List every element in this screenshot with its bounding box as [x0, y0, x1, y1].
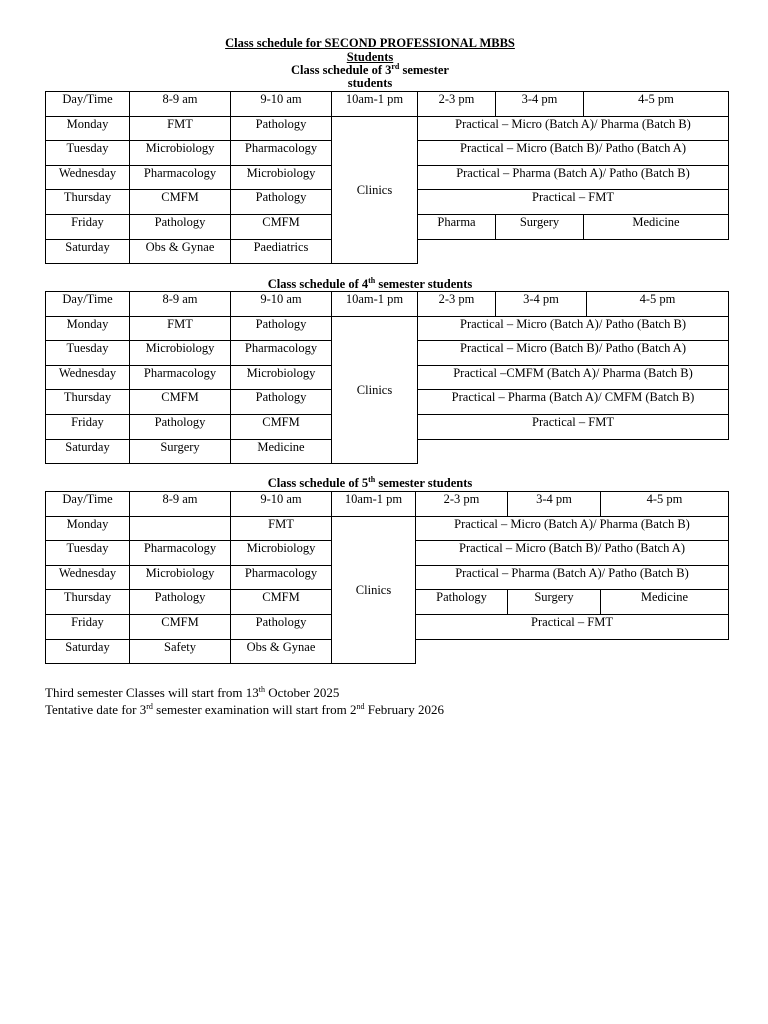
- day-cell: Wednesday: [46, 365, 130, 390]
- day-cell: Friday: [46, 614, 130, 639]
- header-cell: Day/Time: [46, 92, 130, 117]
- header-cell: 8-9 am: [130, 92, 231, 117]
- practical-cell: Practical – FMT: [416, 614, 729, 639]
- slot-cell: Pathology: [130, 590, 231, 615]
- day-cell: Tuesday: [46, 541, 130, 566]
- slot-cell: Pathology: [231, 116, 332, 141]
- sem4-title: Class schedule of 4th semester students: [267, 276, 473, 291]
- slot-cell: Paediatrics: [231, 239, 332, 264]
- table-row: [46, 516, 729, 541]
- table-row: [46, 116, 729, 141]
- slot-cell: CMFM: [231, 590, 332, 615]
- start-date-note: Third semester Classes will start from 13th October 2025: [45, 685, 340, 700]
- slot-cell: Surgery: [496, 214, 584, 239]
- header-cell: 9-10 am: [231, 492, 332, 517]
- slot-cell: Obs & Gynae: [130, 239, 231, 264]
- slot-cell: [130, 516, 231, 541]
- sem3-title: Class schedule of 3rd semester: [291, 62, 449, 77]
- slot-cell: Pathology: [231, 390, 332, 415]
- day-cell: Thursday: [46, 190, 130, 215]
- day-cell: Thursday: [46, 390, 130, 415]
- slot-cell: Pathology: [231, 190, 332, 215]
- slot-cell: Pathology: [130, 214, 231, 239]
- exam-date-note: Tentative date for 3rd semester examination will start from 2nd February 2026: [45, 702, 444, 717]
- slot-cell: Pathology: [130, 414, 231, 439]
- day-cell: Saturday: [46, 639, 130, 664]
- slot-cell: Pharmacology: [130, 365, 231, 390]
- day-cell: Thursday: [46, 590, 130, 615]
- practical-cell: Practical – FMT: [418, 414, 729, 439]
- slot-cell: Medicine: [601, 590, 729, 615]
- header-cell: 4-5 pm: [601, 492, 729, 517]
- table-header-row: [46, 92, 729, 117]
- day-cell: Tuesday: [46, 341, 130, 366]
- header-cell: 2-3 pm: [418, 292, 496, 317]
- header-cell: 4-5 pm: [584, 92, 729, 117]
- practical-cell: Practical – Pharma (Batch A)/ Patho (Batch B): [416, 565, 729, 590]
- slot-cell: Obs & Gynae: [231, 639, 332, 664]
- slot-cell: Pharmacology: [231, 565, 332, 590]
- header-cell: 9-10 am: [231, 292, 332, 317]
- header-cell: Day/Time: [46, 492, 130, 517]
- practical-cell: Practical – Micro (Batch B)/ Patho (Batch A): [418, 341, 729, 366]
- day-cell: Saturday: [46, 239, 130, 264]
- sem4-schedule-table: [45, 291, 729, 464]
- clinics-cell: Clinics: [332, 116, 418, 264]
- sem3-title-line2: students: [347, 76, 393, 90]
- sem5-schedule-table: [45, 491, 729, 664]
- header-cell: 10am-1 pm: [332, 292, 418, 317]
- day-cell: Wednesday: [46, 165, 130, 190]
- slot-cell: Microbiology: [130, 565, 231, 590]
- header-cell: 8-9 am: [130, 292, 231, 317]
- practical-cell: Practical – Micro (Batch B)/ Patho (Batch A): [418, 141, 729, 166]
- day-cell: Friday: [46, 214, 130, 239]
- practical-cell: Practical – Micro (Batch A)/ Patho (Batch B): [418, 316, 729, 341]
- slot-cell: Microbiology: [130, 341, 231, 366]
- practical-cell: Practical – Micro (Batch A)/ Pharma (Batch B): [418, 116, 729, 141]
- slot-cell: FMT: [231, 516, 332, 541]
- slot-cell: Pathology: [416, 590, 508, 615]
- header-cell: 3-4 pm: [496, 292, 587, 317]
- slot-cell: Pharmacology: [231, 141, 332, 166]
- slot-cell: FMT: [130, 316, 231, 341]
- header-cell: 3-4 pm: [496, 92, 584, 117]
- slot-cell: Microbiology: [231, 541, 332, 566]
- header-cell: 8-9 am: [130, 492, 231, 517]
- slot-cell: Surgery: [508, 590, 601, 615]
- slot-cell: CMFM: [130, 390, 231, 415]
- slot-cell: Pharmacology: [130, 541, 231, 566]
- document-title: Class schedule for SECOND PROFESSIONAL MBBS: [225, 36, 515, 50]
- day-cell: Monday: [46, 316, 130, 341]
- slot-cell: CMFM: [130, 614, 231, 639]
- slot-cell: Microbiology: [130, 141, 231, 166]
- day-cell: Monday: [46, 116, 130, 141]
- slot-cell: Pathology: [231, 316, 332, 341]
- header-cell: 9-10 am: [231, 92, 332, 117]
- sem3-schedule-table: [45, 91, 729, 264]
- practical-cell: Practical – Pharma (Batch A)/ Patho (Batch B): [418, 165, 729, 190]
- day-cell: Friday: [46, 414, 130, 439]
- header-cell: Day/Time: [46, 292, 130, 317]
- clinics-cell: Clinics: [332, 316, 418, 464]
- day-cell: Wednesday: [46, 565, 130, 590]
- slot-cell: CMFM: [231, 414, 332, 439]
- practical-cell: Practical – Micro (Batch B)/ Patho (Batch A): [416, 541, 729, 566]
- day-cell: Saturday: [46, 439, 130, 464]
- header-cell: 3-4 pm: [508, 492, 601, 517]
- document-subtitle: Students: [346, 50, 394, 64]
- practical-cell: Practical – Pharma (Batch A)/ CMFM (Batch B): [418, 390, 729, 415]
- slot-cell: Safety: [130, 639, 231, 664]
- clinics-cell: Clinics: [332, 516, 416, 664]
- practical-cell: Practical – Micro (Batch A)/ Pharma (Batch B): [416, 516, 729, 541]
- table-header-row: [46, 292, 729, 317]
- header-cell: 2-3 pm: [416, 492, 508, 517]
- practical-cell: Practical – FMT: [418, 190, 729, 215]
- header-cell: 10am-1 pm: [332, 92, 418, 117]
- slot-cell: FMT: [130, 116, 231, 141]
- slot-cell: CMFM: [231, 214, 332, 239]
- slot-cell: Microbiology: [231, 365, 332, 390]
- day-cell: Tuesday: [46, 141, 130, 166]
- slot-cell: Medicine: [231, 439, 332, 464]
- slot-cell: Medicine: [584, 214, 729, 239]
- sem5-title: Class schedule of 5th semester students: [267, 475, 473, 490]
- practical-cell: Practical –CMFM (Batch A)/ Pharma (Batch B): [418, 365, 729, 390]
- slot-cell: Microbiology: [231, 165, 332, 190]
- slot-cell: Surgery: [130, 439, 231, 464]
- table-header-row: [46, 492, 729, 517]
- slot-cell: Pharmacology: [231, 341, 332, 366]
- slot-cell: CMFM: [130, 190, 231, 215]
- slot-cell: Pharmacology: [130, 165, 231, 190]
- slot-cell: Pathology: [231, 614, 332, 639]
- header-cell: 4-5 pm: [587, 292, 729, 317]
- day-cell: Monday: [46, 516, 130, 541]
- header-cell: 2-3 pm: [418, 92, 496, 117]
- slot-cell: Pharma: [418, 214, 496, 239]
- table-row: [46, 316, 729, 341]
- header-cell: 10am-1 pm: [332, 492, 416, 517]
